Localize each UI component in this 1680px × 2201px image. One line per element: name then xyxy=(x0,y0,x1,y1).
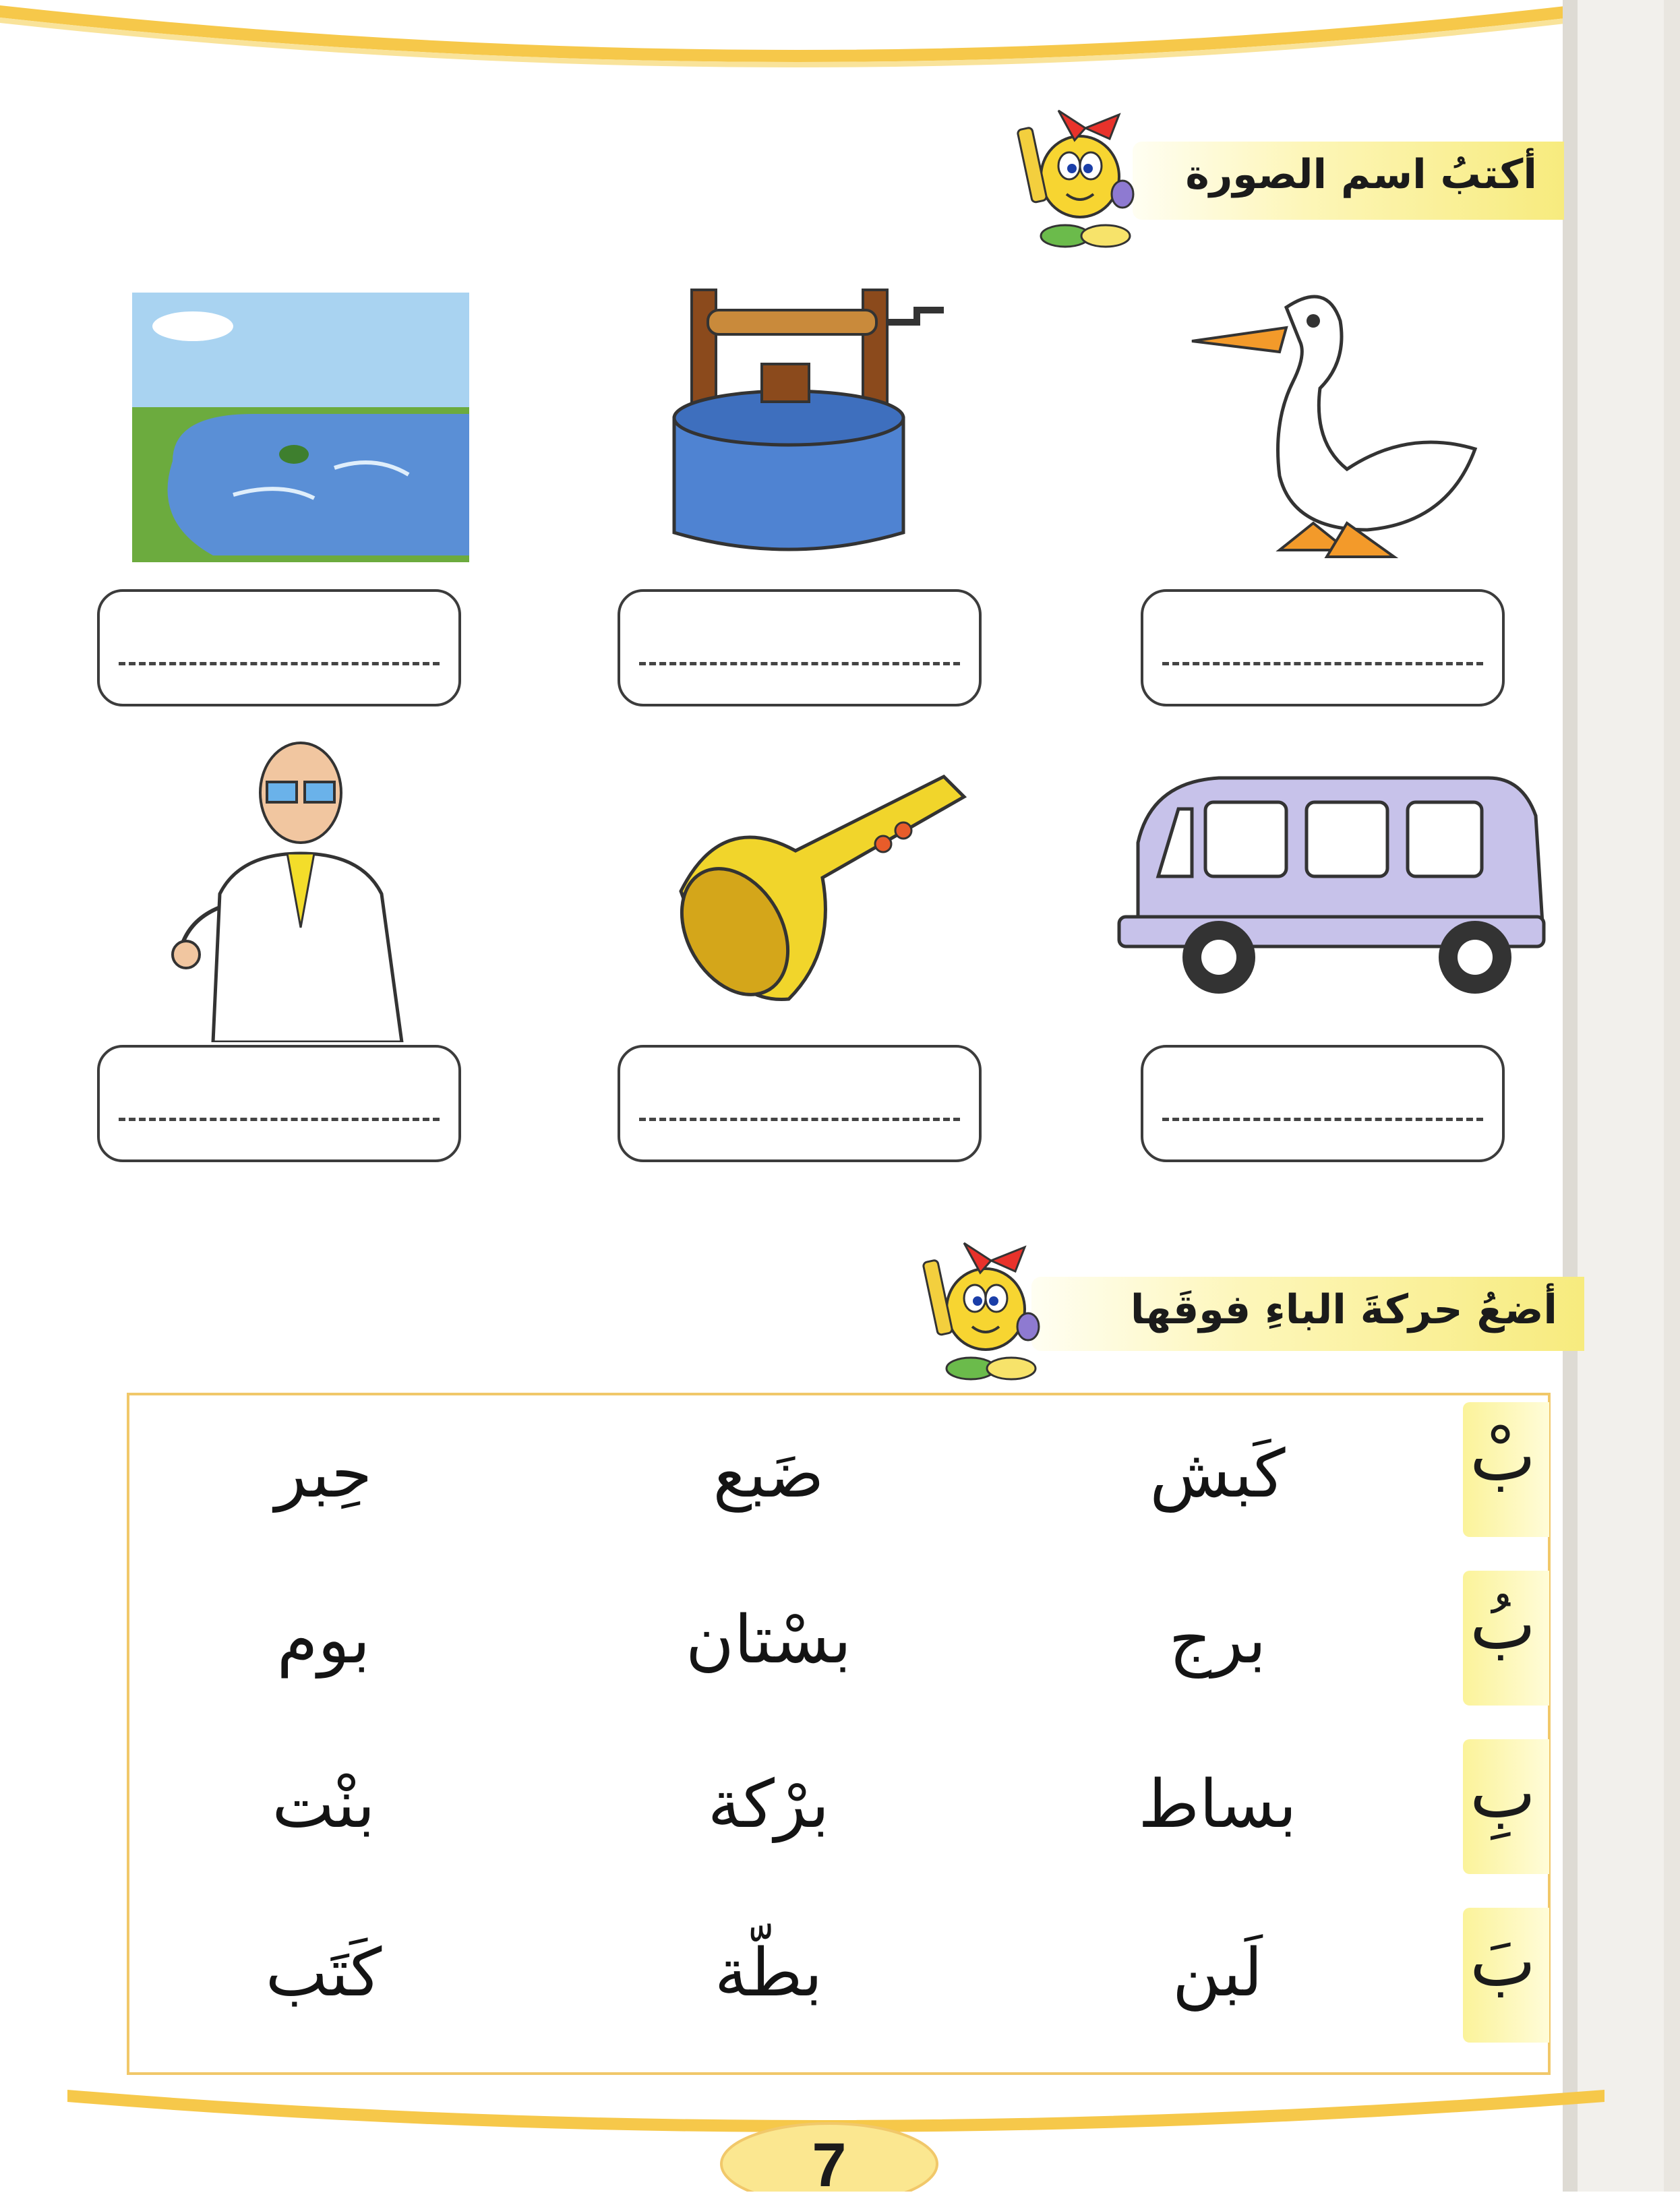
word-cell[interactable]: برج xyxy=(1168,1602,1267,1679)
word-cell[interactable]: كَبش xyxy=(1149,1436,1286,1513)
dashed-line xyxy=(639,1118,960,1121)
page-edge-strip xyxy=(1563,0,1680,2192)
vowel-letter: بُ xyxy=(1470,1583,1536,1665)
top-swoosh xyxy=(0,0,1680,81)
answer-box-6[interactable] xyxy=(1141,1045,1505,1162)
vowel-letter: بَ xyxy=(1470,1920,1536,2002)
word-cell[interactable]: بطّة xyxy=(714,1935,823,2012)
dashed-line xyxy=(1162,662,1483,665)
word-cell[interactable]: بسْتان xyxy=(685,1602,852,1679)
word-cell[interactable]: لَبن xyxy=(1172,1935,1263,2012)
word-cell[interactable]: كَتَب xyxy=(265,1935,382,2012)
answer-box-1[interactable] xyxy=(97,589,461,706)
vowel-tab-damma xyxy=(1463,1571,1549,1706)
trumpet-icon xyxy=(661,750,984,1019)
vowel-letter: بِ xyxy=(1470,1751,1536,1834)
mascot-icon xyxy=(1004,101,1146,249)
vowel-tab-sukun xyxy=(1463,1402,1549,1537)
word-cell[interactable]: بنْت xyxy=(272,1766,376,1843)
well-icon xyxy=(661,283,971,566)
section1-header xyxy=(1133,142,1564,220)
bus-icon xyxy=(1111,762,1556,1004)
answer-box-4[interactable] xyxy=(97,1045,461,1162)
duck-icon xyxy=(1178,267,1502,577)
word-cell[interactable]: ضَبع xyxy=(713,1436,824,1513)
page-number: 7 xyxy=(812,2131,847,2200)
word-cell[interactable]: بوم xyxy=(276,1602,371,1679)
word-cell[interactable]: بساط xyxy=(1138,1766,1297,1843)
dashed-line xyxy=(119,1118,440,1121)
answer-box-2[interactable] xyxy=(618,589,982,706)
vowel-tab-fatha xyxy=(1463,1908,1549,2043)
word-cell[interactable]: حِبر xyxy=(274,1436,373,1513)
pond-icon xyxy=(132,293,469,562)
word-cell[interactable]: برْكة xyxy=(707,1766,830,1843)
dashed-line xyxy=(639,662,960,665)
section1-instruction: أكتبُ اسم الصورة xyxy=(1185,151,1537,198)
section2-header xyxy=(1031,1277,1584,1351)
section2-instruction: أضعُ حركةَ الباءِ فوقَها xyxy=(1130,1286,1557,1333)
vowel-tab-kasra xyxy=(1463,1739,1549,1874)
vowel-letter: بْ xyxy=(1470,1414,1536,1497)
answer-box-5[interactable] xyxy=(618,1045,982,1162)
dashed-line xyxy=(1162,1118,1483,1121)
dashed-line xyxy=(119,662,440,665)
answer-box-3[interactable] xyxy=(1141,589,1505,706)
doctor-icon xyxy=(159,739,442,1042)
mascot-icon xyxy=(910,1234,1052,1382)
